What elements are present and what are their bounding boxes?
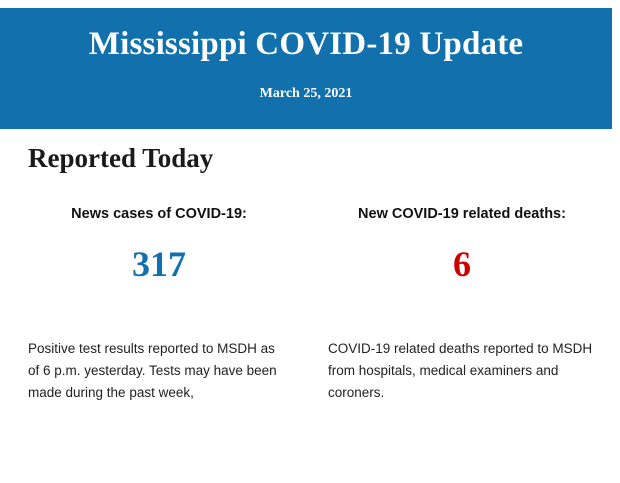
header-banner [0, 8, 612, 129]
stat-card-new-deaths [310, 205, 620, 404]
stat-label-new-cases: News cases of COVID-19: [71, 206, 247, 222]
stat-label-new-deaths: New COVID-19 related deaths: [358, 206, 566, 222]
stat-value-new-deaths: 6 [453, 244, 471, 284]
stat-card-new-cases [0, 205, 310, 404]
report-date: March 25, 2021 [259, 86, 353, 101]
section-heading: Reported Today [28, 143, 214, 173]
stats-row [0, 205, 620, 404]
stat-description-new-deaths: COVID-19 related deaths reported to MSDH from hospitals, medical examiners and coroners. [328, 341, 593, 400]
stat-value-new-cases: 317 [132, 244, 186, 284]
stat-description-new-cases: Positive test results reported to MSDH as of 6 p.m. yesterday. Tests may have been made during the past week, [28, 341, 277, 400]
page-title: Mississippi COVID-19 Update [88, 26, 524, 62]
